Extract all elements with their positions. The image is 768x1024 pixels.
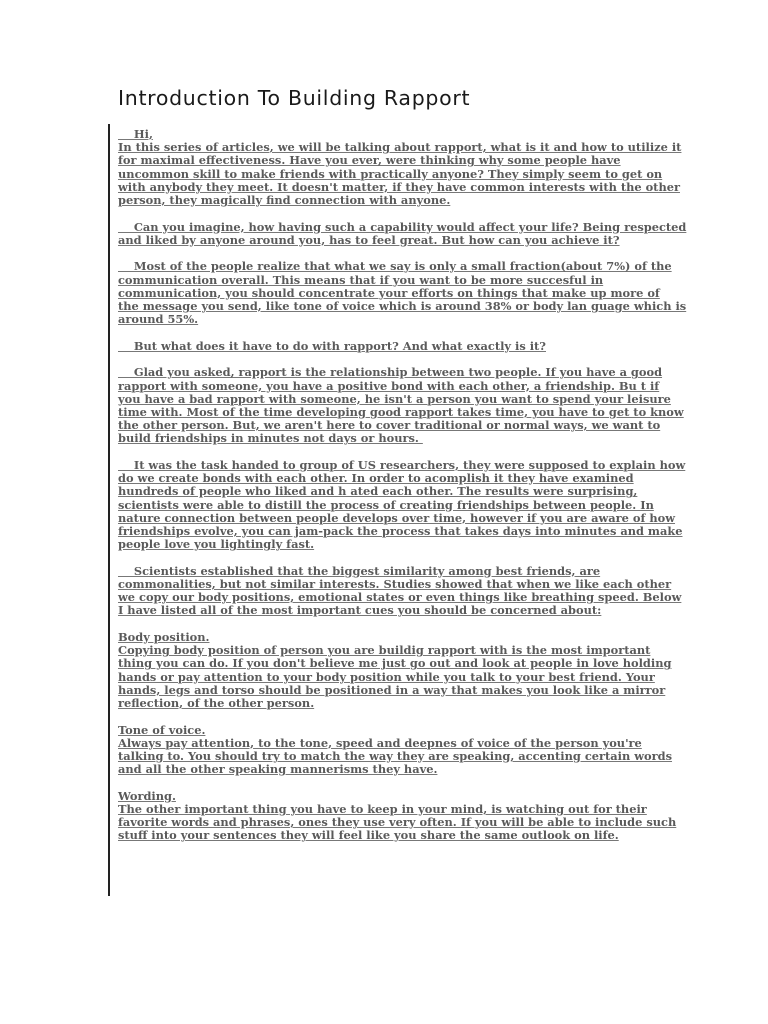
text-line: do we create bonds with each other. In order to acomplish it they have examined bbox=[118, 471, 634, 486]
text-line: thing you can do. If you don't believe me just go out and look at people in love holding bbox=[118, 656, 672, 671]
article-paragraph bbox=[118, 630, 672, 711]
article-paragraph bbox=[118, 563, 682, 618]
text-line: person, they magically find connection with anyone. bbox=[118, 193, 451, 208]
page-title: Introduction To Building Rapport bbox=[118, 86, 471, 110]
text-line: scientists were able to distill the process of creating friendships between people. In bbox=[118, 497, 654, 512]
margin-rule bbox=[108, 124, 110, 896]
text-line: for maximal effectiveness. Have you ever, were thinking why some people have bbox=[118, 153, 621, 168]
text-line: Hi, bbox=[118, 127, 153, 141]
text-line: around 55%. bbox=[118, 312, 199, 327]
article-paragraph bbox=[118, 365, 684, 446]
text-line: communication, you should concentrate your efforts on things that make up more of bbox=[118, 285, 660, 300]
text-line: nature connection between people develops over time, however if you are aware of how bbox=[118, 510, 676, 525]
text-line: Wording. bbox=[118, 788, 176, 803]
text-line: favorite words and phrases, ones they use very often. If you will be able to include such bbox=[118, 815, 677, 830]
text-line: Most of the people realize that what we say is only a small fraction(about 7%) of the bbox=[118, 259, 672, 274]
article-paragraph bbox=[118, 259, 687, 327]
text-line: and all the other speaking mannerisms they have. bbox=[118, 762, 438, 777]
article-body bbox=[118, 127, 687, 856]
text-line: hands or pay attention to your body position while you talk to your best friend. Your bbox=[118, 669, 655, 684]
text-line: Can you imagine, how having such a capability would affect your life? Being respected bbox=[118, 219, 687, 234]
text-line: communication overall. This means that if you want to be more succesful in bbox=[118, 272, 604, 287]
text-line: It was the task handed to group of US researchers, they were supposed to explain how bbox=[118, 458, 686, 473]
text-line: Glad you asked, rapport is the relationship between two people. If you have a good bbox=[118, 365, 663, 380]
text-line: with anybody they meet. It doesn't matter, if they have common interests with the other bbox=[118, 179, 680, 194]
text-line: commonalities, but not similar interests. Studies showed that when we like each other bbox=[118, 577, 672, 592]
text-line: the other person. But, we aren't here to cover traditional or normal ways, we want to bbox=[118, 418, 661, 433]
text-line: you have a bad rapport with someone, he isn't a person you want to spend your leisure bbox=[118, 391, 671, 406]
text-line: friendships evolve, you can jam-pack the process that takes days into minutes and make bbox=[118, 524, 683, 539]
text-line: we copy our body positions, emotional states or even things like breathing speed. Below bbox=[118, 590, 682, 605]
text-line: hundreds of people who liked and h ated each other. The results were surprising, bbox=[118, 484, 638, 499]
text-line: Body position. bbox=[118, 630, 210, 645]
text-line: build friendships in minutes not days or hours. bbox=[118, 431, 423, 446]
text-line: stuff into your sentences they will feel like you share the same outlook on life. bbox=[118, 828, 619, 843]
text-line: Copying body position of person you are buildig rapport with is the most important bbox=[118, 643, 651, 658]
text-line: and liked by anyone around you, has to feel great. But how can you achieve it? bbox=[118, 232, 620, 247]
article-paragraph bbox=[118, 722, 673, 777]
text-line: I have listed all of the most important cues you should be concerned about: bbox=[118, 603, 602, 618]
text-line: people love you lightingly fast. bbox=[118, 537, 315, 552]
text-line: Always pay attention, to the tone, speed and deepnes of voice of the person you're bbox=[118, 735, 642, 750]
text-line: hands, legs and torso should be positioned in a way that makes you look like a mirror bbox=[118, 682, 666, 697]
text-line: time with. Most of the time developing good rapport takes time, you have to get to know bbox=[118, 405, 684, 420]
text-line: talking to. You should try to match the way they are speaking, accenting certain words bbox=[118, 749, 673, 764]
text-line: the message you send, like tone of voice which is around 38% or body lan guage which is bbox=[118, 299, 687, 314]
text-line: But what does it have to do with rapport? And what exactly is it? bbox=[118, 338, 546, 353]
text-line: rapport with someone, you have a positive bond with each other, a friendship. Bu t if bbox=[118, 378, 660, 393]
article-paragraph bbox=[118, 788, 677, 843]
article-paragraph bbox=[118, 340, 658, 353]
article-paragraph bbox=[118, 127, 682, 208]
text-line: Scientists established that the biggest similarity among best friends, are bbox=[118, 563, 601, 578]
text-line: uncommon skill to make friends with practically anyone? They simply seem to get on bbox=[118, 166, 663, 181]
text-line: reflection, of the other person. bbox=[118, 696, 315, 711]
text-line: Tone of voice. bbox=[118, 722, 206, 737]
article-paragraph bbox=[118, 219, 687, 247]
text-line: In this series of articles, we will be talking about rapport, what is it and how to utilize it bbox=[118, 140, 682, 155]
text-line: The other important thing you have to keep in your mind, is watching out for their bbox=[118, 802, 647, 817]
article-paragraph bbox=[118, 458, 686, 552]
